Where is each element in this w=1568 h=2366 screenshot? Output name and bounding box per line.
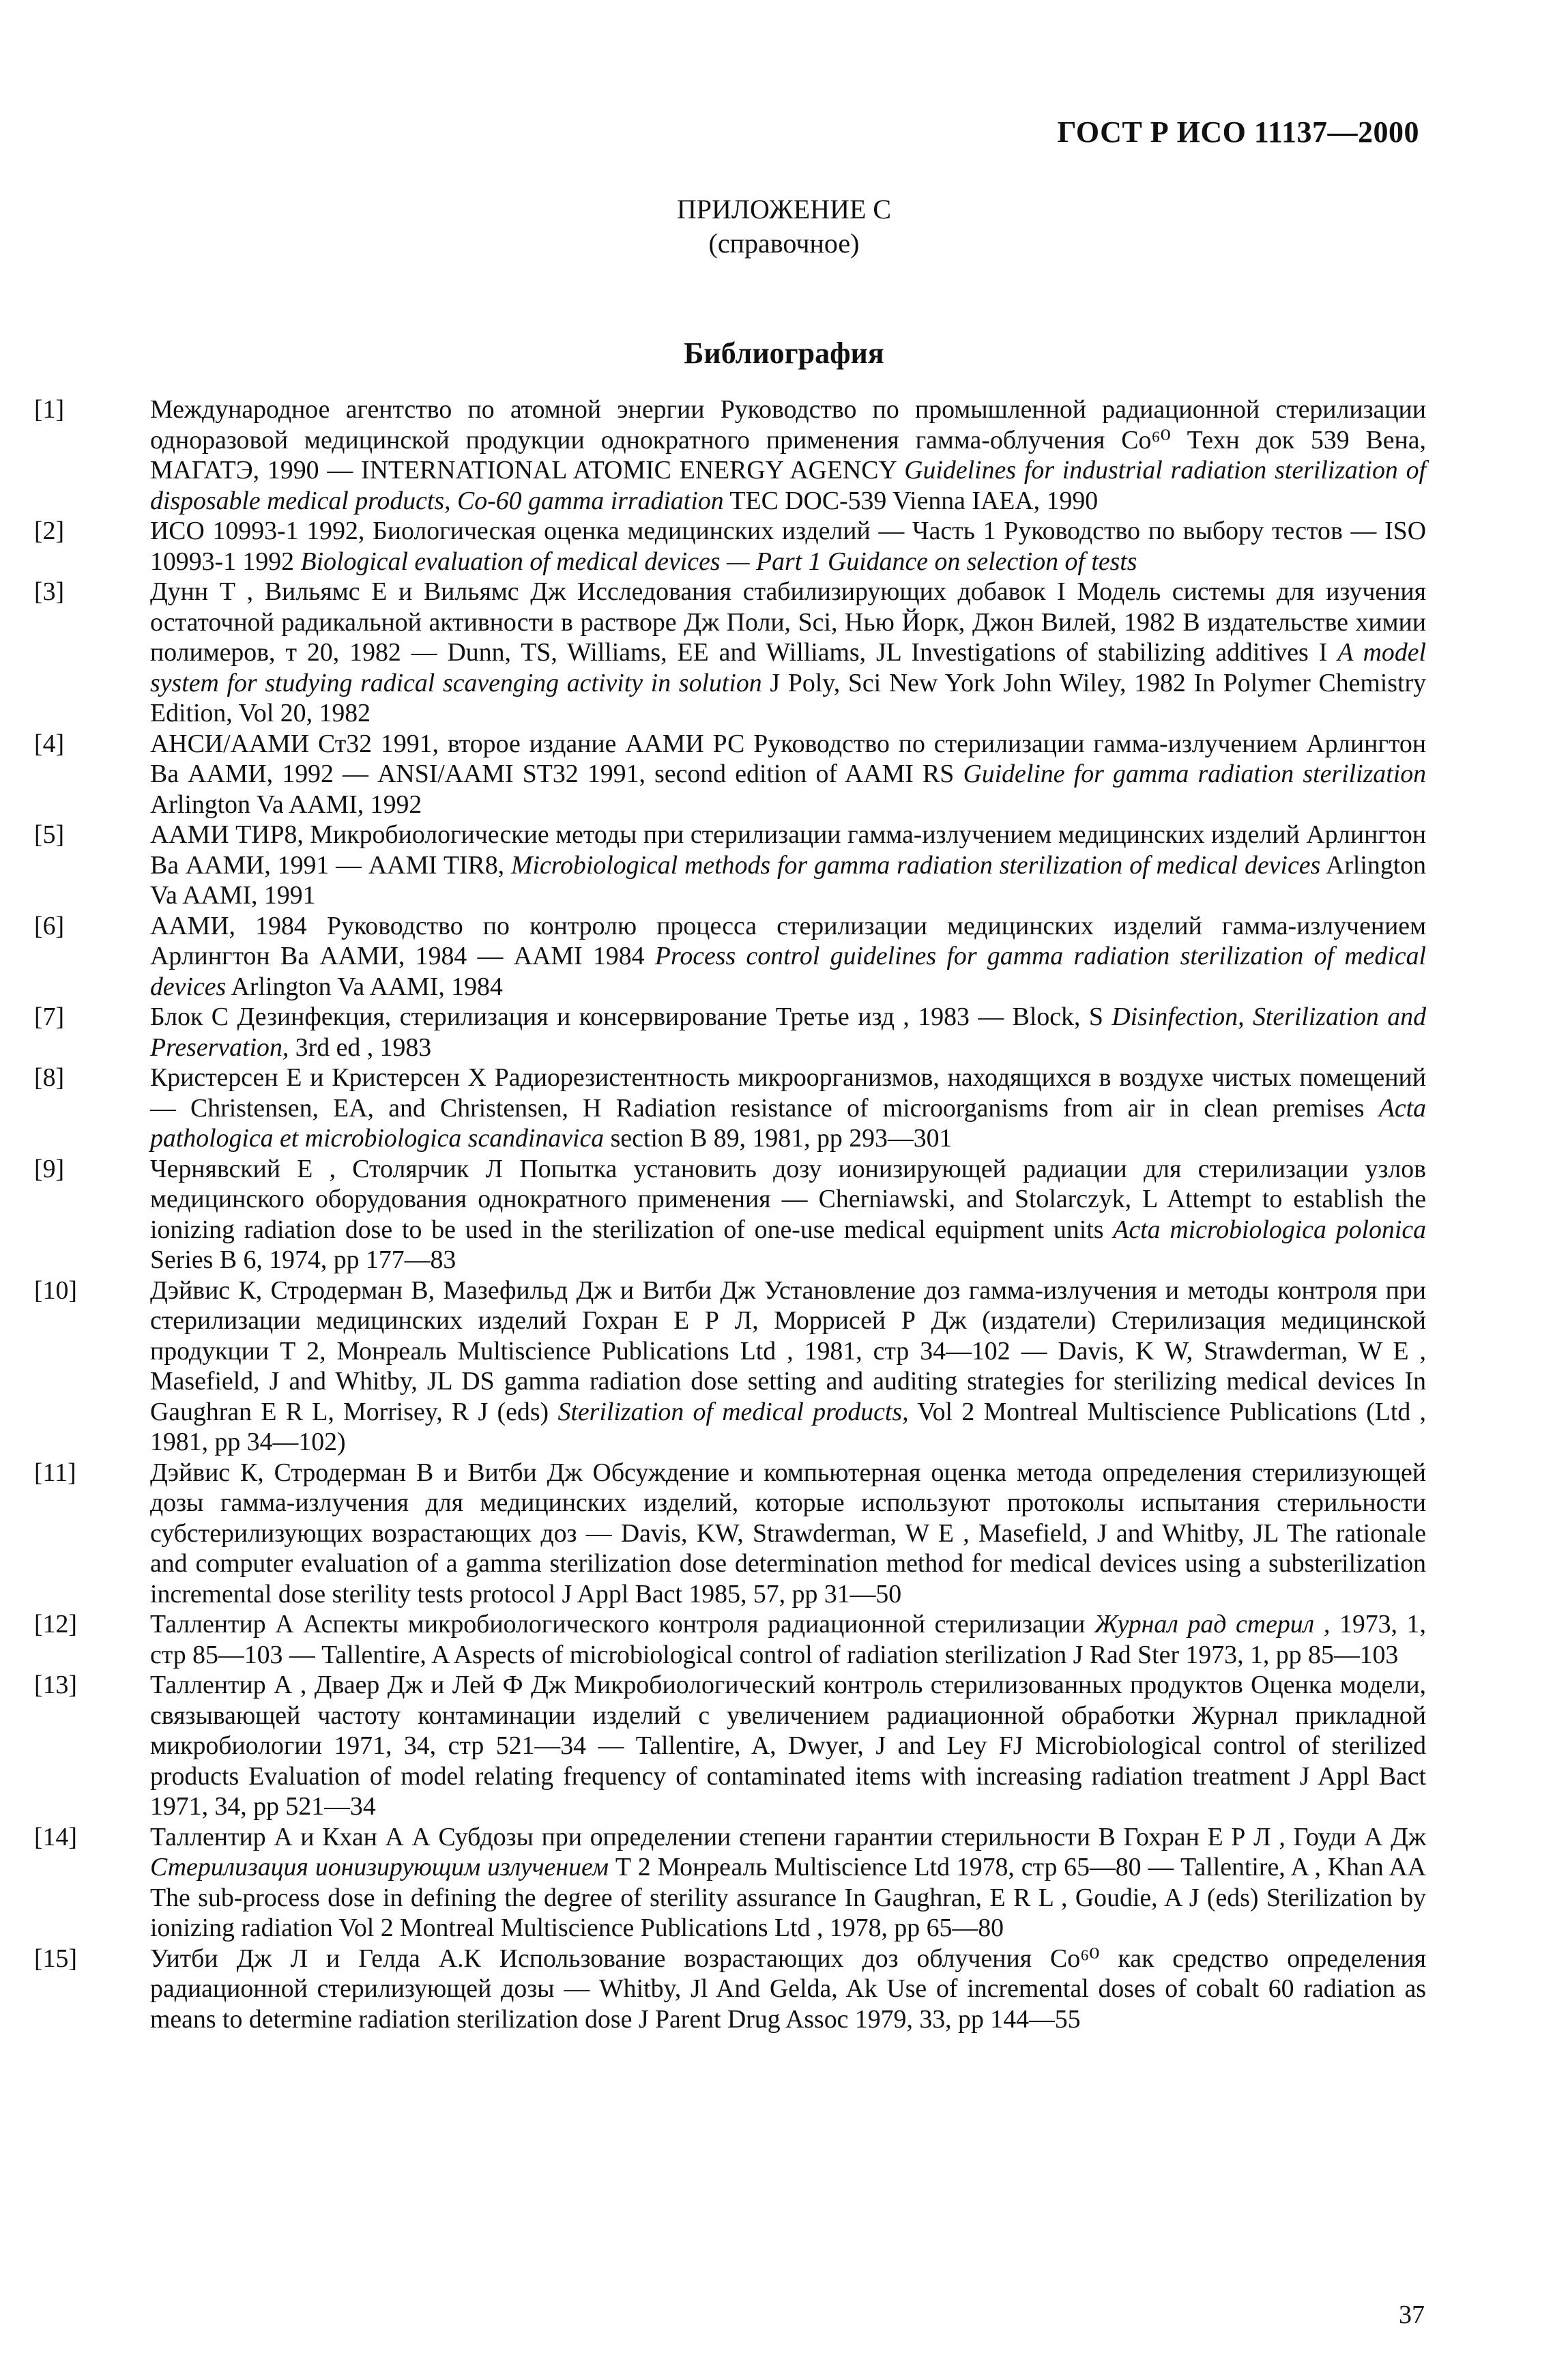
entry-number: [11] (34, 1458, 76, 1487)
entry-text: Таллентир А , Дваер Дж и Лей Ф Дж Микробиологический контроль стерилизованных продуктов Оценка модели, связывающей частоту контаминации изделий с увеличением радиационной обработки Журнал прикладной микробиологии 1971, 34, стр 521—34 — Tallentire, A, Dwyer, J and Ley FJ Microbiological control of sterilized products Evaluation of model relating frequency of contaminated items with increasing radiation treatment J Appl Bact 1971, 34, pp 521—34 (150, 1671, 1426, 1821)
entry-text: Дунн Т , Вильямс Е и Вильямс Дж Исследования стабилизирующих добавок I Модель системы для изучения остаточной радикальной активности в растворе Дж Поли, Sci, Нью Йорк, Джон Вилей, 1982 В издательстве химии полимеров, т 20, 1982 — Dunn, TS, Williams, EE and Williams, JL Investigations of stabilizing additives I (150, 577, 1426, 667)
entry-italic-title: Стерилизация ионизирующим излучением (150, 1853, 609, 1881)
bibliography-entry (34, 1458, 1426, 1610)
entry-italic-title: Acta pathologica et microbiologica scandinavica (150, 1093, 1426, 1153)
bibliography-entry (34, 1275, 1426, 1458)
entry-number: [14] (34, 1822, 77, 1851)
standard-header: ГОСТ Р ИСО 11137—2000 (1057, 115, 1419, 149)
bibliography-list (34, 394, 1426, 2034)
entry-text: Таллентир А и Кхан А А Субдозы при определении степени гарантии стерильности В Гохран Е Р Л , Гоуди А Дж (150, 1822, 1426, 1851)
entry-tail: J Poly, Sci New York John Wiley, 1982 In Polymer Chemistry Edition, Vol 20, 1982 (150, 668, 1426, 727)
entry-tail: Arlington Va AAMI, 1991 (150, 850, 1427, 910)
entry-italic-title: Acta microbiologica polonica (1113, 1215, 1427, 1244)
entry-tail: TEC DOC-539 Vienna IAEA, 1990 (723, 486, 1099, 515)
entry-tail: Т 2 Монреаль Multiscience Ltd 1978, стр 65—80 — Tallentire, A , Khan AA The sub-process dose in defining the degree of sterility assurance In Gaughran, E R L , Goudie, A J (eds) Sterilization by ionizing radiation Vol 2 Montreal Multiscience Publications Ltd , 1978, pp 65—80 (150, 1853, 1427, 1942)
entry-number: [1] (34, 395, 65, 424)
entry-text: Международное агентство по атомной энергии Руководство по промышленной радиационной стерилизации одноразовой медицинской продукции однократного применения гамма-облучения Co⁶⁰ Техн док 539 Вена, МАГАТЭ, 1990 — INTERNATIONAL ATOMIC ENERGY AGENCY (150, 395, 1426, 485)
appendix-heading (0, 192, 1568, 261)
bibliography-entry (34, 1944, 1426, 2035)
entry-number: [7] (34, 1002, 65, 1031)
entry-text: Дэйвис К, Стродерман В и Витби Дж Обсуждение и компьютерная оценка метода определения стерилизующей дозы гамма-излучения для медицинских изделий, которые используют протоколы испытания стерильности субстерилизующих возрастающих доз — Davis, KW, Strawderman, W E , Masefield, J and Whitby, JL The rationale and computer evaluation of a gamma sterilization dose determination method for medical devices using a substerilization incremental dose sterility tests protocol J Appl Bact 1985, 57, pp 31—50 (150, 1458, 1426, 1608)
entry-italic-title: Biological evaluation of medical devices — Part 1 Guidance on selection of tests (300, 547, 1137, 576)
bibliography-title: Библиография (684, 336, 884, 370)
entry-italic-title: Process control guidelines for gamma radiation sterilization of medical devices (150, 942, 1426, 1001)
bibliography-entry (34, 1609, 1426, 1670)
entry-tail: Series B 6, 1974, pp 177—83 (150, 1245, 456, 1274)
entry-text: Уитби Дж Л и Гелда А.К Использование возрастающих доз облучения Co⁶⁰ как средство определения радиационной стерилизующей дозы — Whitby, Jl And Gelda, Ak Use of incremental doses of cobalt 60 radiation as means to determine radiation sterilization dose J Parent Drug Assoc 1979, 33, pp 144—55 (150, 1944, 1426, 2034)
entry-number: [5] (34, 820, 65, 849)
entry-number: [4] (34, 729, 65, 758)
entry-tail: Arlington Va AAMI, 1984 (226, 972, 503, 1001)
bibliography-entry (34, 1063, 1426, 1154)
bibliography-entry (34, 577, 1426, 729)
entry-text: ААМИ, 1984 Руководство по контролю процесса стерилизации медицинских изделий гамма-излучением Арлингтон Ва ААМИ, 1984 — AAMI 1984 (150, 911, 1426, 970)
bibliography-entry (34, 1154, 1426, 1275)
entry-italic-title: Microbiological methods for gamma radiation sterilization of medical devices (510, 850, 1321, 880)
entry-number: [12] (34, 1610, 77, 1639)
entry-text: ИСО 10993-1 1992, Биологическая оценка медицинских изделий — Часть 1 Руководство по выбору тестов — ISO 10993-1 1992 (150, 517, 1426, 576)
entry-italic-title: Журнал рад стерил , (1094, 1610, 1331, 1639)
entry-text: Дэйвис К, Стродерман В, Мазефильд Дж и Витби Дж Установление доз гамма-излучения и методы контроля при стерилизации медицинских изделий Гохран Е Р Л, Моррисей Р Дж (издатели) Стерилизация медицинской продукции Т 2, Монреаль Multiscience Publications Ltd , 1981, стр 34—102 — Davis, K W, Strawderman, W E , Masefield, J and Whitby, JL DS gamma radiation dose setting and auditing strategies for sterilizing medical devices In Gaughran E R L, Morrisey, R J (eds) (150, 1275, 1426, 1426)
entry-text: Блок С Дезинфекция, стерилизация и консервирование Третье изд , 1983 — Block, S (150, 1002, 1112, 1031)
bibliography-entry (34, 1670, 1426, 1822)
page-number: 37 (1399, 2300, 1425, 2329)
entry-tail: 1973, 1, стр 85—103 — Tallentire, A Aspects of microbiological control of radiation sterilization J Rad Ster 1973, 1, pp 85—103 (150, 1610, 1426, 1669)
entry-number: [15] (34, 1944, 77, 1973)
entry-text: Кристерсен Е и Кристерсен Х Радиорезистентность микроорганизмов, находящихся в воздухе чистых помещений — Christensen, EA, and Christensen, H Radiation resistance of microorganisms from air in clean premises (150, 1063, 1426, 1123)
entry-number: [13] (34, 1671, 77, 1699)
entry-tail: section B 89, 1981, pp 293—301 (604, 1124, 953, 1153)
entry-text: Чернявский Е , Столярчик Л Попытка установить дозу ионизирующей радиации для стерилизации узлов медицинского оборудования однократного применения — Cherniawski, and Stolarczyk, L Attempt to establish the ionizing radiation dose to be used in the sterilization of one-use medical equipment units (150, 1154, 1426, 1244)
entry-number: [3] (34, 577, 65, 606)
entry-italic-title: Disinfection, Sterilization and Preservation, (150, 1002, 1426, 1062)
entry-number: [8] (34, 1063, 65, 1092)
entry-italic-title: Sterilization of medical products, (557, 1397, 909, 1426)
bibliography-entry (34, 729, 1426, 820)
entry-italic-title: Guideline for gamma radiation sterilization (963, 760, 1426, 788)
appendix-title: ПРИЛОЖЕНИЕ С (676, 194, 892, 225)
entry-tail: 3rd ed , 1983 (289, 1033, 432, 1062)
bibliography-entry (34, 1002, 1426, 1063)
entry-number: [2] (34, 517, 65, 545)
appendix-subtitle: (справочное) (708, 228, 860, 259)
entry-tail: Vol 2 Montreal Multiscience Publications (Ltd , 1981, pp 34—102) (150, 1397, 1427, 1456)
entry-italic-title: A model system for studying radical scavenging activity in solution (150, 638, 1426, 697)
entry-italic-title: Guidelines for industrial radiation sterilization of disposable medical products, Co-60 gamma irradiation (150, 456, 1426, 515)
entry-text: АНСИ/ААМИ Ст32 1991, второе издание ААМИ РС Руководство по стерилизации гамма-излучением Арлингтон Ва ААМИ, 1992 — ANSI/AAMI ST32 1991, second edition of AAMI RS (150, 729, 1426, 788)
bibliography-entry (34, 820, 1426, 911)
entry-tail: Arlington Va AAMI, 1992 (150, 790, 422, 819)
entry-number: [9] (34, 1154, 65, 1183)
bibliography-entry (34, 1822, 1426, 1944)
entry-number: [6] (34, 911, 65, 940)
entry-text: Таллентир А Аспекты микробиологического контроля радиационной стерилизации (150, 1610, 1094, 1639)
bibliography-entry (34, 911, 1426, 1002)
bibliography-entry (34, 516, 1426, 577)
entry-text: ААМИ ТИР8, Микробиологические методы при стерилизации гамма-излучением медицинских изделий Арлингтон Ва ААМИ, 1991 — AAMI TIR8, (150, 820, 1426, 880)
bibliography-entry (34, 394, 1426, 516)
entry-number: [10] (34, 1275, 77, 1305)
